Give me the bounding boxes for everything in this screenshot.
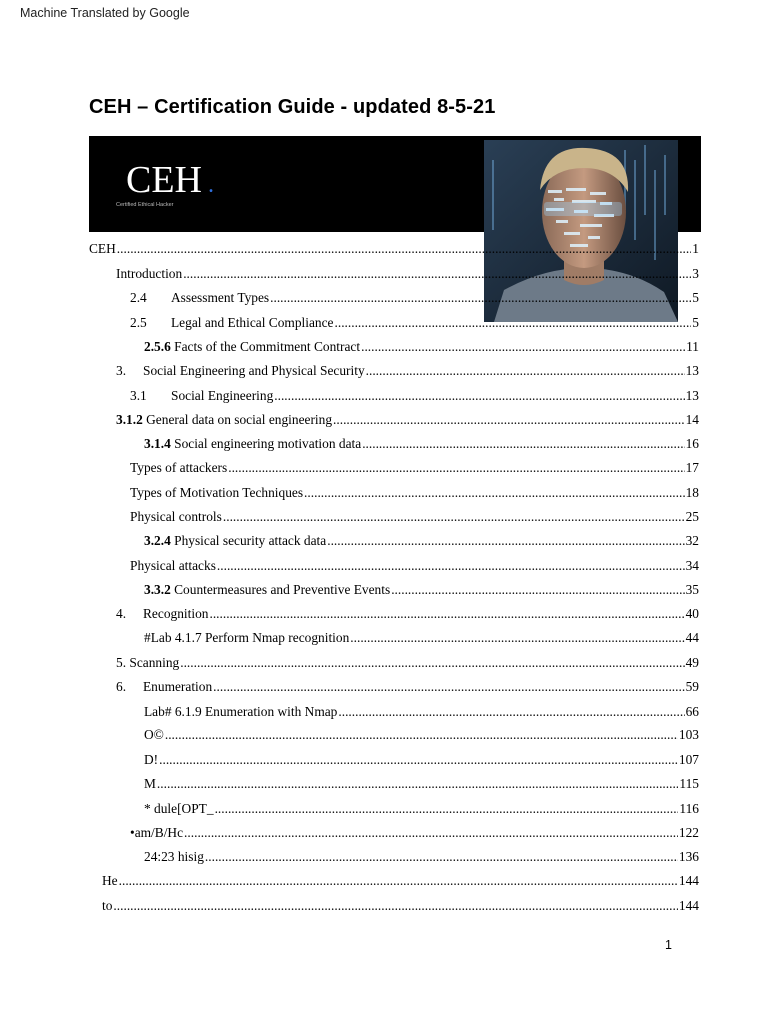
toc-entry-number: 4. (116, 606, 127, 621)
toc-entry[interactable] (144, 726, 699, 744)
toc-entry-page: 18 (685, 485, 699, 500)
toc-entry-page: 14 (685, 412, 699, 427)
toc-entry-page: 66 (685, 704, 699, 719)
toc-dot-leader (223, 508, 685, 526)
toc-entry-label (144, 775, 156, 793)
toc-entry-page: 13 (685, 388, 699, 403)
toc-dot-leader (361, 338, 685, 356)
toc-entry-number: 2.5 (130, 315, 147, 330)
toc-entry-title: Social engineering motivation data (170, 436, 362, 451)
toc-dot-leader (335, 314, 692, 332)
toc-dot-leader (117, 240, 692, 258)
toc-entry[interactable] (144, 775, 699, 793)
toc-entry-label (144, 751, 158, 769)
toc-entry-title: CEH (89, 241, 116, 256)
toc-entry-page: 32 (685, 533, 699, 548)
toc-entry[interactable] (102, 872, 699, 890)
toc-entry[interactable] (130, 824, 699, 842)
toc-dot-leader (304, 484, 685, 502)
machine-translated-note: Machine Translated by Google (20, 6, 190, 20)
toc-entry-label (144, 338, 360, 356)
toc-entry-label (144, 800, 214, 818)
toc-entry-section-number: 3.2.4 (144, 533, 171, 548)
toc-entry[interactable] (144, 338, 699, 356)
toc-entry-title: #Lab 4.1.7 Perform Nmap recognition (144, 630, 350, 645)
toc-entry-title: General data on social engineering (142, 412, 333, 427)
toc-entry-page: 13 (685, 363, 699, 378)
toc-entry-page: 144 (678, 873, 699, 888)
toc-entry-page: 44 (685, 630, 699, 645)
toc-entry-page: 144 (678, 898, 699, 913)
toc-entry-page: 49 (685, 655, 699, 670)
toc-entry-label (116, 411, 332, 429)
toc-entry-label (143, 362, 365, 380)
toc-entry-title: O© (144, 727, 164, 742)
toc-entry-label (144, 435, 361, 453)
toc-entry[interactable] (130, 459, 699, 477)
document-title: CEH – Certification Guide - updated 8-5-21 (89, 96, 496, 118)
toc-dot-leader (362, 435, 684, 453)
page-number: 1 (665, 938, 672, 952)
toc-entry[interactable] (144, 435, 699, 453)
toc-entry-title: to (102, 898, 113, 913)
toc-entry-label (130, 484, 303, 502)
toc-entry-page: 17 (685, 460, 699, 475)
toc-entry-page: 40 (685, 606, 699, 621)
toc-entry[interactable] (116, 411, 699, 429)
ceh-logo-text: CEH (126, 159, 202, 201)
toc-entry-page: 107 (678, 752, 699, 767)
toc-entry-page: 5 (692, 315, 699, 330)
toc-entry-title: He (102, 873, 118, 888)
toc-dot-leader (113, 897, 677, 915)
toc-dot-leader (119, 872, 678, 890)
toc-entry-page: 122 (678, 825, 699, 840)
toc-entry[interactable] (116, 265, 699, 283)
toc-entry[interactable] (102, 897, 699, 915)
toc-entry-label (116, 265, 182, 283)
toc-dot-leader (180, 654, 684, 672)
toc-entry-page: 16 (685, 436, 699, 451)
ceh-logo-dot: . (208, 172, 214, 198)
toc-entry-page: 34 (685, 558, 699, 573)
toc-entry-label (144, 532, 326, 550)
toc-entry[interactable] (116, 678, 699, 696)
toc-dot-leader (213, 678, 684, 696)
toc-entry-page: 59 (685, 679, 699, 694)
toc-entry[interactable] (130, 557, 699, 575)
toc-entry-title: Types of Motivation Techniques (130, 485, 304, 500)
toc-entry-label (171, 387, 273, 405)
toc-entry-title: Social Engineering (171, 388, 274, 403)
toc-entry-title: Types of attackers (130, 460, 228, 475)
toc-dot-leader (366, 362, 685, 380)
toc-entry[interactable] (144, 800, 699, 818)
toc-dot-leader (184, 824, 678, 842)
toc-dot-leader (157, 775, 678, 793)
toc-dot-leader (350, 629, 684, 647)
toc-entry-label (130, 459, 227, 477)
toc-entry-label (102, 897, 112, 915)
toc-entry-number: 3.1 (130, 388, 147, 403)
toc-entry-page: 5 (692, 290, 699, 305)
toc-dot-leader (338, 703, 684, 721)
toc-entry[interactable] (89, 240, 699, 258)
toc-dot-leader (209, 605, 684, 623)
toc-entry-title: Physical controls (130, 509, 222, 524)
toc-entry-label (144, 581, 390, 599)
toc-dot-leader (165, 726, 678, 744)
toc-dot-leader (274, 387, 684, 405)
toc-entry-title: •am/B/Hc (130, 825, 184, 840)
toc-entry-title: Recognition (143, 606, 209, 621)
ceh-logo (126, 158, 214, 207)
toc-dot-leader (205, 848, 678, 866)
toc-entry-number: 6. (116, 679, 127, 694)
toc-entry-title: Legal and Ethical Compliance (171, 315, 334, 330)
toc-entry-label (89, 240, 116, 258)
toc-entry-label (102, 872, 118, 890)
toc-dot-leader (333, 411, 685, 429)
toc-dot-leader (391, 581, 684, 599)
toc-entry-label (171, 289, 269, 307)
toc-dot-leader (215, 800, 679, 818)
toc-entry[interactable] (130, 508, 699, 526)
toc-entry-title: * dule[OPT_ (144, 801, 214, 816)
toc-entry-page: 3 (692, 266, 699, 281)
toc-entry-title: Facts of the Commitment Contract (170, 339, 361, 354)
toc-entry-number: 3. (116, 363, 127, 378)
toc-entry-label (144, 629, 349, 647)
toc-entry[interactable] (144, 848, 699, 866)
toc-entry-section-number: 2.5.6 (144, 339, 171, 354)
toc-entry-title: 24:23 hisig (144, 849, 204, 864)
toc-entry-label (143, 605, 208, 623)
toc-entry-page: 1 (692, 241, 699, 256)
toc-entry-title: Enumeration (143, 679, 213, 694)
toc-entry-title: Lab# 6.1.9 Enumeration with Nmap (144, 704, 338, 719)
toc-entry-label (144, 703, 337, 721)
toc-entry-title: Assessment Types (171, 290, 270, 305)
toc-entry-title: Countermeasures and Preventive Events (170, 582, 391, 597)
toc-entry-title: D! (144, 752, 159, 767)
toc-entry-section-number: 3.1.2 (116, 412, 143, 427)
toc-entry[interactable] (130, 387, 699, 405)
toc-entry-page: 11 (686, 339, 699, 354)
toc-dot-leader (159, 751, 678, 769)
toc-entry-section-number: 3.1.4 (144, 436, 171, 451)
ceh-logo-subtitle: Certified Ethical Hacker (116, 202, 174, 208)
toc-entry[interactable] (130, 314, 699, 332)
toc-entry-label (143, 678, 212, 696)
toc-entry-title: 5. Scanning (116, 655, 180, 670)
toc-entry-label (130, 557, 216, 575)
toc-entry[interactable] (144, 703, 699, 721)
toc-entry-number: 2.4 (130, 290, 147, 305)
toc-entry-title: Introduction (116, 266, 183, 281)
toc-dot-leader (270, 289, 691, 307)
toc-entry[interactable] (144, 629, 699, 647)
toc-entry-label (130, 824, 183, 842)
toc-entry-page: 136 (678, 849, 699, 864)
toc-entry-title: Social Engineering and Physical Security (143, 363, 365, 378)
toc-entry[interactable] (144, 751, 699, 769)
toc-entry-label (144, 848, 204, 866)
toc-entry-title: M (144, 776, 156, 791)
toc-entry-page: 25 (685, 509, 699, 524)
toc-entry-section-number: 3.3.2 (144, 582, 171, 597)
toc-entry-label (171, 314, 334, 332)
toc-entry-page: 35 (685, 582, 699, 597)
toc-entry-label (116, 654, 179, 672)
toc-entry[interactable] (116, 605, 699, 623)
toc-entry-label (130, 508, 222, 526)
toc-entry[interactable] (144, 532, 699, 550)
toc-dot-leader (183, 265, 691, 283)
toc-entry-title: Physical security attack data (170, 533, 327, 548)
toc-entry[interactable] (116, 654, 699, 672)
toc-entry-page: 116 (679, 801, 699, 816)
toc-entry-page: 115 (679, 776, 699, 791)
toc-entry[interactable] (130, 484, 699, 502)
toc-entry[interactable] (130, 289, 699, 307)
toc-dot-leader (327, 532, 684, 550)
toc-dot-leader (217, 557, 685, 575)
toc-entry-title: Physical attacks (130, 558, 216, 573)
toc-entry[interactable] (144, 581, 699, 599)
toc-dot-leader (228, 459, 684, 477)
toc-entry-page: 103 (678, 727, 699, 742)
toc-entry[interactable] (116, 362, 699, 380)
toc-entry-label (144, 726, 164, 744)
